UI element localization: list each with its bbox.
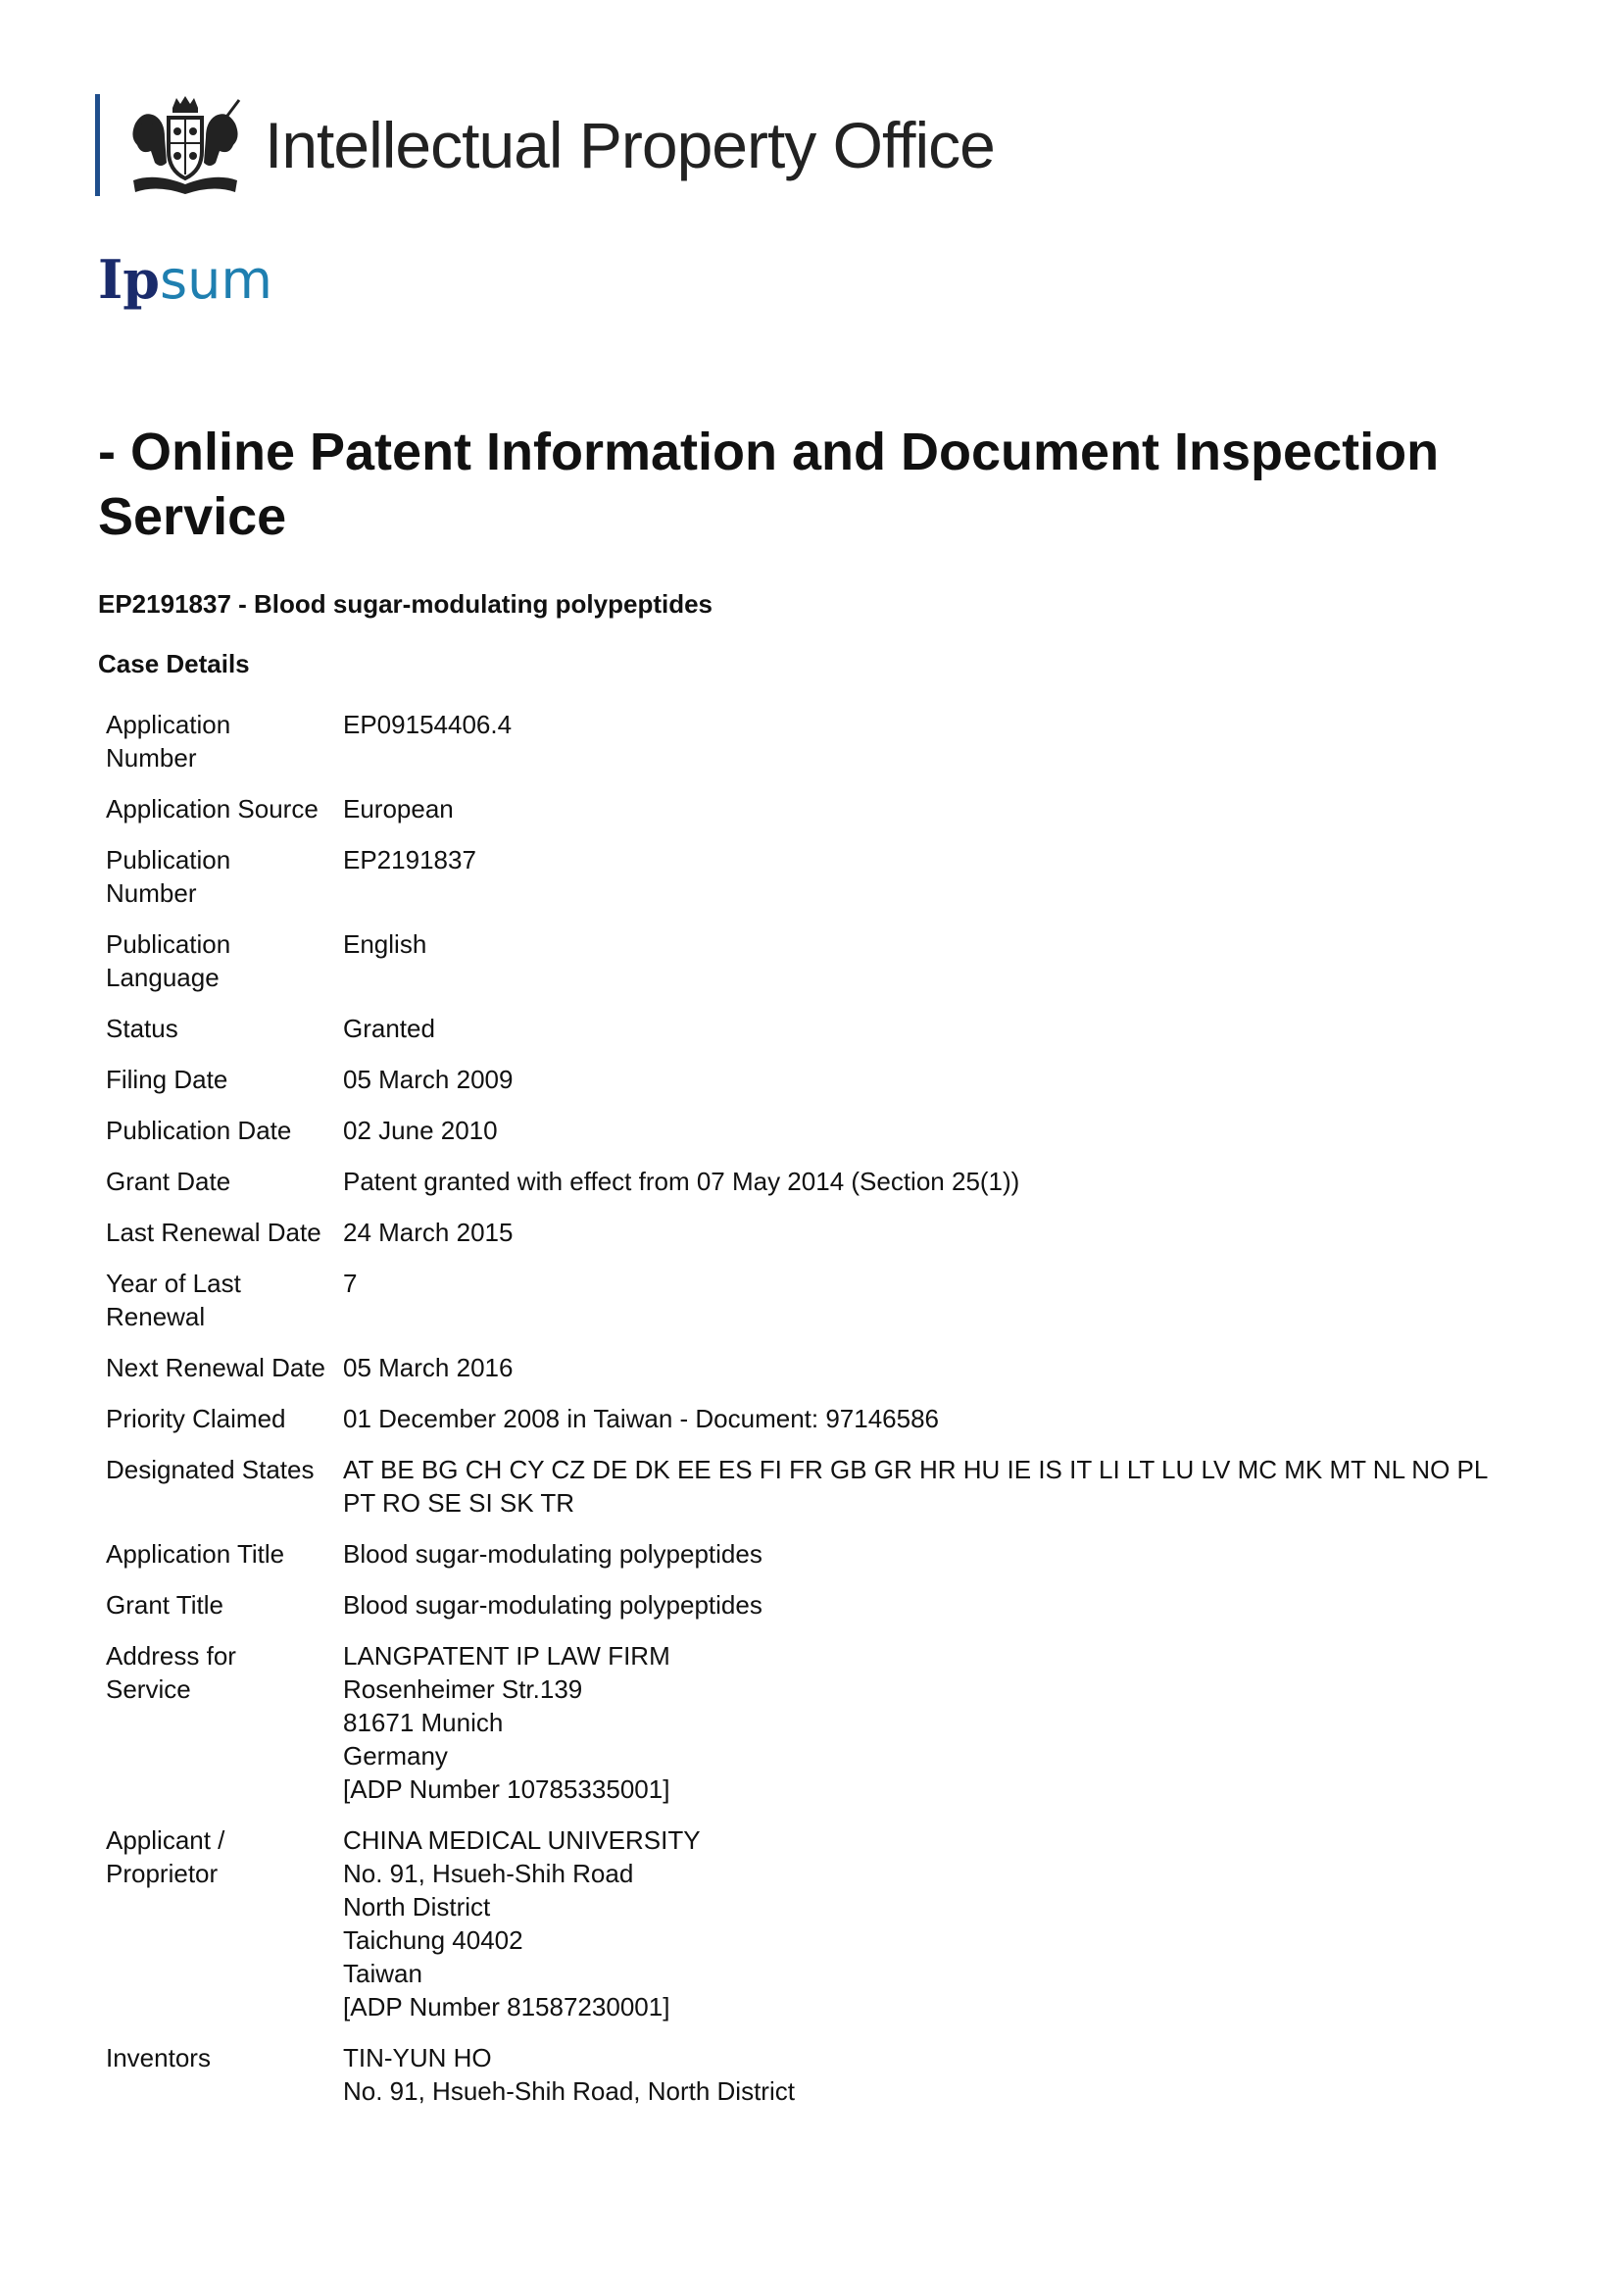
detail-value-line: Patent granted with effect from 07 May 2014 (Section 25(1)): [343, 1167, 1020, 1196]
detail-value-line: Blood sugar-modulating polypeptides: [343, 1539, 762, 1569]
detail-label: Filing Date: [106, 1065, 228, 1094]
detail-row: [98, 1402, 1529, 1453]
detail-label: Last Renewal Date: [106, 1218, 321, 1247]
detail-row: [98, 1063, 1529, 1114]
detail-label: Application Title: [106, 1539, 285, 1569]
detail-row: [98, 2041, 1529, 2125]
detail-value-line: Granted: [343, 1014, 435, 1043]
detail-value-line: TIN-YUN HO: [343, 2043, 492, 2072]
detail-label: Status: [106, 1014, 178, 1043]
detail-label: Address for Service: [106, 1641, 236, 1704]
detail-value: [335, 1114, 1529, 1165]
detail-row: [98, 1639, 1529, 1823]
detail-value: [335, 1267, 1529, 1351]
document-heading: EP2191837 - Blood sugar-modulating polypeptides: [98, 589, 713, 619]
detail-value-line: [ADP Number 81587230001]: [343, 1992, 670, 2021]
detail-label: Designated States: [106, 1455, 315, 1484]
detail-value-line: North District: [343, 1892, 491, 1922]
detail-label: Grant Date: [106, 1167, 231, 1196]
detail-value-line: LANGPATENT IP LAW FIRM: [343, 1641, 670, 1671]
detail-value: [335, 1216, 1529, 1267]
case-details-table: [98, 708, 1529, 2125]
detail-value-line: CHINA MEDICAL UNIVERSITY: [343, 1825, 701, 1855]
detail-row: [98, 1537, 1529, 1588]
detail-value: [335, 1453, 1529, 1537]
detail-label: Application Source: [106, 794, 319, 824]
detail-value-line: Taichung 40402: [343, 1925, 523, 1955]
detail-value-line: 02 June 2010: [343, 1116, 498, 1145]
detail-value: [335, 792, 1529, 843]
detail-label: Inventors: [106, 2043, 211, 2072]
detail-value-line: [ADP Number 10785335001]: [343, 1774, 670, 1804]
detail-row: [98, 1267, 1529, 1351]
detail-value-line: European: [343, 794, 454, 824]
detail-value: [335, 1402, 1529, 1453]
detail-value-line: English: [343, 929, 427, 959]
detail-value-line: AT BE BG CH CY CZ DE DK EE ES FI FR GB GR HR HU IE IS IT LI LT LU LV MC MK MT NL NO PL PT RO SE SI SK TR: [343, 1455, 1488, 1518]
detail-row: [98, 1453, 1529, 1537]
detail-row: [98, 1012, 1529, 1063]
detail-value-line: Taiwan: [343, 1959, 422, 1988]
detail-value: [335, 708, 1529, 792]
detail-label: Grant Title: [106, 1590, 223, 1620]
detail-value-line: No. 91, Hsueh-Shih Road: [343, 1859, 634, 1888]
detail-label: Application Number: [106, 710, 231, 773]
detail-row: [98, 1165, 1529, 1216]
detail-value: [335, 2041, 1529, 2125]
section-heading: Case Details: [98, 649, 250, 678]
detail-label: Year of Last Renewal: [106, 1269, 241, 1331]
detail-label: Next Renewal Date: [106, 1353, 325, 1382]
detail-row: [98, 1351, 1529, 1402]
detail-value: [335, 1063, 1529, 1114]
detail-label: Publication Language: [106, 929, 231, 992]
ipsum-logo-part2: sum: [160, 249, 272, 311]
case-details-body: [98, 708, 1529, 2125]
detail-value: [335, 1823, 1529, 2041]
detail-value-line: EP2191837: [343, 845, 476, 874]
detail-row: [98, 708, 1529, 792]
royal-coat-of-arms-icon: [125, 94, 245, 196]
detail-value-line: No. 91, Hsueh-Shih Road, North District: [343, 2076, 795, 2106]
detail-value-line: Germany: [343, 1741, 448, 1771]
page-title: - Online Patent Information and Document Inspection Service: [98, 423, 1440, 546]
detail-row: [98, 1216, 1529, 1267]
logo-bar: [95, 94, 100, 196]
detail-value-line: 7: [343, 1269, 358, 1298]
detail-value-line: Blood sugar-modulating polypeptides: [343, 1590, 762, 1620]
detail-value-line: 05 March 2009: [343, 1065, 514, 1094]
detail-label: Publication Date: [106, 1116, 292, 1145]
detail-value-line: 05 March 2016: [343, 1353, 514, 1382]
detail-value: [335, 1165, 1529, 1216]
detail-value-line: 24 March 2015: [343, 1218, 514, 1247]
detail-row: [98, 792, 1529, 843]
detail-value-line: EP09154406.4: [343, 710, 513, 739]
detail-value: [335, 1351, 1529, 1402]
detail-row: [98, 843, 1529, 927]
detail-row: [98, 1823, 1529, 2041]
detail-label: Publication Number: [106, 845, 231, 908]
detail-value-line: 01 December 2008 in Taiwan - Document: 97146586: [343, 1404, 940, 1433]
detail-value: [335, 927, 1529, 1012]
ipo-logo: [95, 94, 995, 196]
detail-value-line: Rosenheimer Str.139: [343, 1674, 583, 1704]
ipsum-logo: [98, 248, 272, 311]
ipsum-logo-part1: Ip: [98, 248, 161, 311]
detail-row: [98, 927, 1529, 1012]
detail-value: [335, 1537, 1529, 1588]
detail-value: [335, 1012, 1529, 1063]
detail-label: Applicant / Proprietor: [106, 1825, 225, 1888]
detail-row: [98, 1588, 1529, 1639]
detail-row: [98, 1114, 1529, 1165]
detail-value-line: 81671 Munich: [343, 1708, 504, 1737]
detail-value: [335, 1639, 1529, 1823]
detail-value: [335, 843, 1529, 927]
detail-label: Priority Claimed: [106, 1404, 286, 1433]
organisation-name: Intellectual Property Office: [265, 109, 995, 181]
detail-value: [335, 1588, 1529, 1639]
